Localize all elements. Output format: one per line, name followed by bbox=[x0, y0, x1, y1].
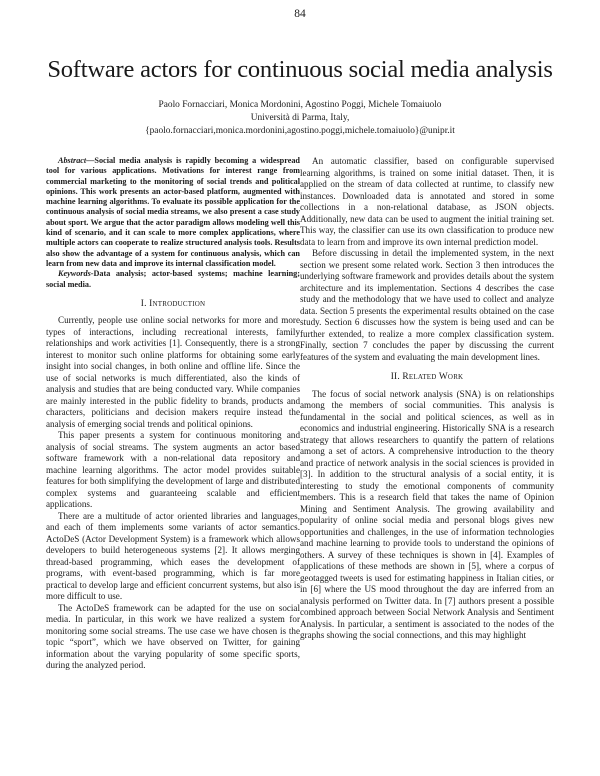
page-number: 84 bbox=[294, 8, 306, 20]
keywords bbox=[46, 269, 300, 290]
author-block bbox=[0, 99, 600, 139]
author-email: {paolo.fornacciari,monica.mordonini,agostino.poggi,michele.tomaiuolo}@unipr.it bbox=[145, 126, 455, 137]
paragraph: This paper presents a system for continuous monitoring and analysis of social streams. The system augments an actor based software framework with a non-relational data repository and machine learning algorithms. The actor model provides suitable features for both simplifying the development of large and distributed complex systems and guaranteeing scalable and efficient applications. bbox=[46, 430, 300, 510]
paragraph: The ActoDeS framework can be adapted for the use on social media. In particular, in this work we have realized a system for monitoring some social streams. The use case we have chosen is the topic “sport”, which we have observed on Twitter, for gaining information about the varying popularity of some specific sports, during the analyzed period. bbox=[46, 602, 300, 671]
author-affiliation: Università di Parma, Italy, bbox=[250, 113, 350, 124]
paragraph: Currently, people use online social networks for more and more types of interactions, including recreational interests, family relationships and work activities [1]. Consequently, there is a strong interest to monitor such online platforms for obtaining some early insight into social changes, in both online and offline life. Since the use of social networks is much differentiated, also the kinds of analysis and studies that are being conducted vary. While companies are mainly interested in the public fidelity to brands, products and characters, politicians and decision makers require instead the analysis of emerging social trends and political opinions. bbox=[46, 315, 300, 429]
keywords-lead: Keywords bbox=[58, 269, 91, 279]
left-column bbox=[46, 156, 300, 672]
paper-title: Software actors for continuous social media analysis bbox=[47, 56, 553, 83]
section-heading-related-work: II. Related Work bbox=[390, 372, 464, 382]
paragraph: An automatic classifier, based on configurable supervised learning algorithms, is trained on some initial dataset. Then, it is applied on the stream of data collected at runtime, to classify new instances. Downloaded data is annotated and stored in some collections in a non-relational database, as JSON objects. Additionally, new data can be used to augment the initial training set. This way, the classifier can use its own classification to produce new data to learn from and improve its own internal prediction model. bbox=[300, 156, 554, 247]
paragraph: Before discussing in detail the implemented system, in the next section we present some related work. Section 3 then introduces the underlying software framework and provides details about the system architecture and its implementation. Sections 4 describes the case study and the methodology that we have used to collect and analyze data. Section 5 presents the experimental results obtained on the case study. Section 6 discusses how the system is being used and can be further extended, to realize a more complex classification system. Finally, section 7 concludes the paper by discussing the current features of the system and evaluating the main development lines. bbox=[300, 248, 554, 362]
abstract-lead: Abstract— bbox=[58, 156, 95, 165]
right-column bbox=[300, 156, 554, 642]
paragraph: There are a multitude of actor oriented libraries and languages, and each of them implements some variants of actor semantics. ActoDeS (Actor Development System) is a framework which allows developers to build heterogeneous systems [2]. It allows merging thread-based programming, which eases the development of programs, with event-based programming, which is far more practical to develop large and efficient concurrent systems, but also is more difficult to use. bbox=[46, 510, 300, 602]
abstract bbox=[46, 156, 300, 269]
section-heading-introduction: I. Introduction bbox=[140, 298, 206, 309]
keywords-text: -Data analysis; actor-based systems; machine learning; social media. bbox=[46, 269, 300, 289]
abstract-text: Social media analysis is rapidly becoming a widespread tool for various applications. Motivations for interest range from commercial marketing to the monitoring of social trends and political opinions. This work presents an actor-based platform, augmented with machine learning algorithms. To evaluate its possible application for the continuous analysis of social media streams, we also present a case study about sport. We argue that the actor paradigm allows modeling well this kind of scenario, and it can scale to more complex applications, where multiple actors can cooperate to realize structured analysis tools. Results also show the advantage of a system for continuous analysis, which can learn from new data and improve its internal classification model. bbox=[46, 156, 300, 268]
paragraph: The focus of social network analysis (SNA) is on relationships among the members of social communities. This analysis is fundamental in the social and political sciences, as well as in economics and industrial engineering. Historically SNA is a research strategy that allows researchers to quantify the pattern of relations among a set of actors. A comprehensive introduction to the theory and practice of network analysis in the social sciences is provided in [3]. In addition to the structural analysis of a social entity, it is interesting to study the emotional components of community members. This is a research field that takes the name of Opinion Mining and Sentiment Analysis. The growing availability and popularity of online social media and personal blogs gives new opportunities and challenges, in the use of information technologies and machine learning to provide tools to understand the opinions of others. A survey of these techniques is shown in [4]. Examples of applications of these methods are shown in [5], where a corpus of geotagged tweets is used for estimating happiness in Italian cities, or in [6] where the US mood throughout the day are inferred from an analysis performed on Twitter data. In [7] authors present a possible combined approach between Social Network Analysis and Sentiment Analysis. In particular, a sentiment is associated to the nodes of the graphs showing the social connections, and this may highlight bbox=[300, 388, 554, 640]
author-names: Paolo Fornacciari, Monica Mordonini, Agostino Poggi, Michele Tomaiuolo bbox=[158, 100, 442, 110]
